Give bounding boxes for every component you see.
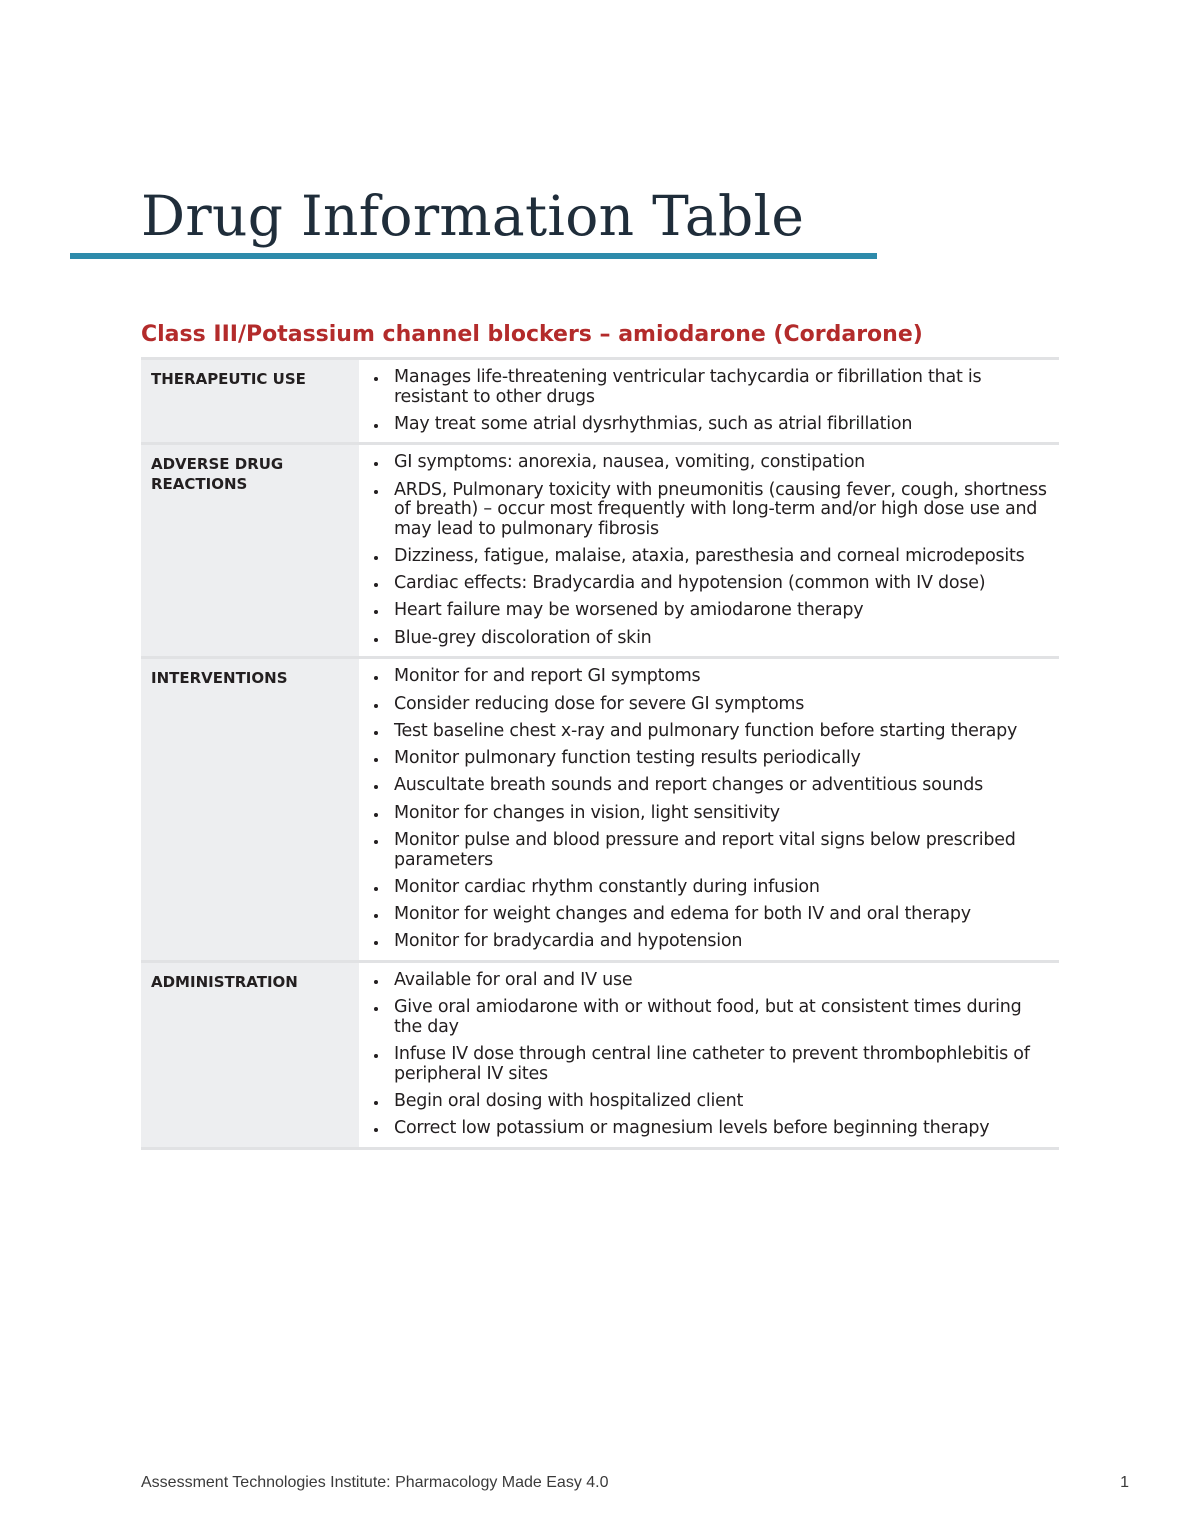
row-label: ADMINISTRATION — [141, 961, 359, 1148]
table-row — [141, 658, 1059, 962]
bullet-item: May treat some atrial dysrhythmias, such as atrial fibrillation — [369, 415, 1049, 435]
bullet-item: Test baseline chest x-ray and pulmonary function before starting therapy — [369, 722, 1049, 742]
page-number: 1 — [1120, 1474, 1129, 1491]
bullet-item: Give oral amiodarone with or without food, but at consistent times during the day — [369, 998, 1049, 1037]
bullet-item: Infuse IV dose through central line catheter to prevent thrombophlebitis of peripheral IV sites — [369, 1045, 1049, 1084]
table-row — [141, 359, 1059, 444]
row-label: INTERVENTIONS — [141, 658, 359, 962]
bullet-item: ARDS, Pulmonary toxicity with pneumonitis (causing fever, cough, shortness of breath) – occur most frequently with long-term and/or high dose use and may lead to pulmonary fibrosis — [369, 481, 1049, 540]
row-content — [359, 961, 1059, 1148]
bullet-item: Monitor cardiac rhythm constantly during infusion — [369, 878, 1049, 898]
drug-info-table — [141, 357, 1059, 1150]
bullet-item: Manages life-threatening ventricular tachycardia or fibrillation that is resistant to other drugs — [369, 368, 1049, 407]
table-row — [141, 444, 1059, 658]
row-content — [359, 444, 1059, 658]
row-label: ADVERSE DRUG REACTIONS — [141, 444, 359, 658]
bullet-item: Monitor for weight changes and edema for both IV and oral therapy — [369, 905, 1049, 925]
row-content — [359, 658, 1059, 962]
row-content — [359, 359, 1059, 444]
table-body — [141, 359, 1059, 1149]
bullet-item: GI symptoms: anorexia, nausea, vomiting, constipation — [369, 453, 1049, 473]
bullet-item: Heart failure may be worsened by amiodarone therapy — [369, 601, 1049, 621]
bullet-item: Monitor for bradycardia and hypotension — [369, 932, 1049, 952]
bullet-item: Auscultate breath sounds and report changes or adventitious sounds — [369, 776, 1049, 796]
bullet-item: Monitor pulse and blood pressure and report vital signs below prescribed parameters — [369, 831, 1049, 870]
bullet-item: Consider reducing dose for severe GI symptoms — [369, 695, 1049, 715]
bullet-item: Monitor pulmonary function testing results periodically — [369, 749, 1049, 769]
bullet-list — [369, 453, 1049, 648]
bullet-list — [369, 368, 1049, 434]
title-underline — [70, 253, 877, 259]
bullet-list — [369, 667, 1049, 952]
bullet-item: Correct low potassium or magnesium levels before beginning therapy — [369, 1119, 1049, 1139]
bullet-item: Dizziness, fatigue, malaise, ataxia, paresthesia and corneal microdeposits — [369, 547, 1049, 567]
bullet-item: Monitor for changes in vision, light sensitivity — [369, 804, 1049, 824]
bullet-item: Cardiac effects: Bradycardia and hypotension (common with IV dose) — [369, 574, 1049, 594]
bullet-item: Monitor for and report GI symptoms — [369, 667, 1049, 687]
footer-text: Assessment Technologies Institute: Pharmacology Made Easy 4.0 — [141, 1474, 609, 1491]
page-title: Drug Information Table — [141, 184, 805, 248]
table-row — [141, 961, 1059, 1148]
bullet-item: Blue-grey discoloration of skin — [369, 629, 1049, 649]
bullet-item: Begin oral dosing with hospitalized client — [369, 1092, 1049, 1112]
bullet-list — [369, 971, 1049, 1139]
bullet-item: Available for oral and IV use — [369, 971, 1049, 991]
row-label: THERAPEUTIC USE — [141, 359, 359, 444]
section-heading: Class III/Potassium channel blockers – amiodarone (Cordarone) — [141, 322, 923, 347]
